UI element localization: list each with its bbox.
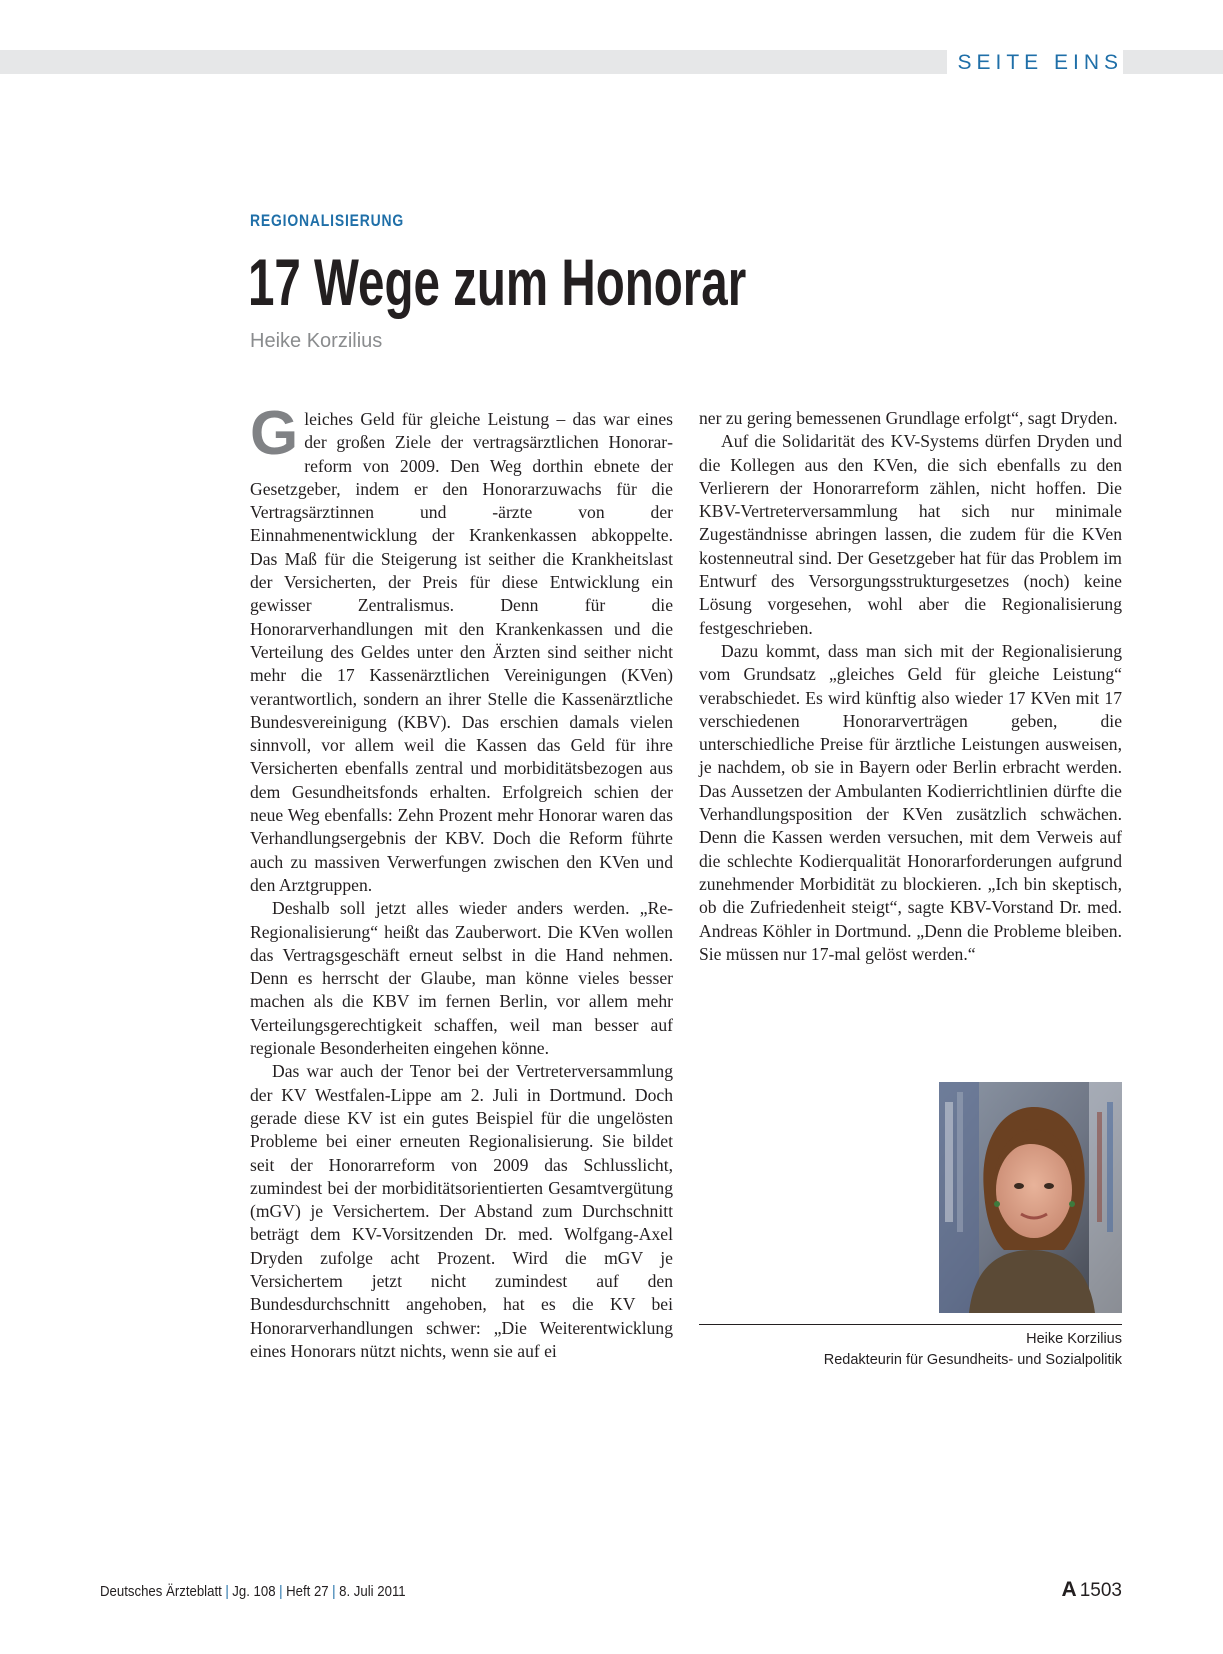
footer-citation <box>100 1583 406 1600</box>
caption-name: Heike Korzilius <box>1026 1331 1122 1347</box>
paragraph: Das war auch der Tenor bei der Vertreterversammlung der KV Westfalen-Lippe am 2. Juli in Dortmund. Doch gerade diese KV ist ein gutes Beispiel für die ungelösten Probleme bei einer erneuten Regionalisierung. Sie bildet seit der Honorarreform von 2009 das Schlusslicht, zumindest bei der morbiditätsorientierten Gesamtvergütung (mGV) je Versichertem. Der Abstand zum Durchschnitt beträgt dem KV-Vorsitzenden Dr. med. Wolfgang-Axel Dryden zufolge acht Prozent. Wird die mGV je Versichertem jetzt nicht zumindest auf den Bundesdurchschnitt angehoben, hat es die KV bei Honorarverhandlungen schwer: „Die Weiterentwicklung eines Honorars nützt nichts, wenn sie auf ei <box>250 1061 673 1361</box>
article-author: Heike Korzilius <box>250 330 383 352</box>
journal-issue: Heft 27 <box>286 1583 329 1600</box>
journal-volume: Jg. 108 <box>232 1583 276 1600</box>
paragraph: ner zu gering bemessenen Grundlage erfolgt“, sagt Dryden. <box>699 408 1118 428</box>
paragraph-text: leiches Geld für gleiche Leistung – das war eines der großen Ziele der vertragsärztlichen Honorarreform von 2009. Den Weg dorthin ebnete der Gesetzgeber, indem er den Honorarzuwachs für die Vertragsärztinnen und -ärzte von der Einnahmenentwicklung der Krankenkassen abkoppelte. Das Maß für die Steigerung ist seither die Krankheitslast der Versicherten, der Preis für diese Entwicklung ein gewisser Zentralismus. Denn für die Honorarverhandlungen mit den Krankenkassen und die Verteilung des Geldes unter den Ärzten sind seither nicht mehr die 17 Kassenärztlichen Vereinigungen (KVen) verantwortlich, sondern an ihrer Stelle die Kassenärztliche Bundesvereinigung (KBV). Das erschien damals vielen sinnvoll, vor allem weil die Kassen das Geld für ihre Versicherten ebenfalls zentral und morbiditätsbezogen aus dem Gesundheitsfonds erhalten. Erfolgreich schien der neue Weg ebenfalls: Zehn Prozent mehr Honorar waren das Verhandlungsergebnis der KBV. Doch die Reform führte auch zu massiven Verwerfungen zwischen den KVen und den Arztgruppen. <box>250 409 673 895</box>
paragraph <box>250 399 673 897</box>
author-portrait <box>939 1082 1122 1313</box>
caption-rule <box>699 1324 1122 1325</box>
page-number-value: 1503 <box>1079 1580 1122 1601</box>
paragraph: Deshalb soll jetzt alles wieder anders werden. „Re-Regionalisierung“ heißt das Zauberwort. Die KVen wollen das Vertragsgeschäft erneut selbst in die Hand nehmen. Denn es herrscht der Glaube, man könne vieles besser machen als die KBV im fernen Berlin, vor allem mehr Verteilungsgerechtigkeit schaffen, weil man besser auf regionale Besonderheiten eingehen könne. <box>250 898 673 1059</box>
page-number <box>1062 1578 1122 1602</box>
footer-separator: | <box>279 1583 283 1600</box>
body-column-left <box>250 399 673 1363</box>
page-letter: A <box>1061 1578 1077 1601</box>
article-title: 17 Wege zum Honorar <box>248 245 747 319</box>
portrait-caption <box>824 1329 1122 1371</box>
section-label: SEITE EINS <box>947 50 1123 74</box>
footer-separator: | <box>332 1583 336 1600</box>
caption-role: Redakteurin für Gesundheits- und Sozialpolitik <box>823 1352 1122 1368</box>
paragraph: Auf die Solidarität des KV-Systems dürfen Dryden und die Kollegen aus den KVen, die sich ebenfalls zu den Verlierern der Honorarreform zählen, nicht hoffen. Die KBV-Vertreterversammlung hat sich nur minimale Zugeständnisse abringen lassen, die zudem für die KVen kostenneutral sind. Der Gesetzgeber hat für das Problem im Entwurf des Versorgungsstrukturgesetzes (noch) keine Lösung vorgesehen, wohl aber die Regionalisierung festgeschrieben. <box>699 431 1122 638</box>
footer-separator: | <box>225 1583 229 1600</box>
journal-name: Deutsches Ärzteblatt <box>100 1583 222 1600</box>
journal-date: 8. Juli 2011 <box>339 1583 406 1600</box>
drop-cap: G <box>250 399 299 468</box>
paragraph: Dazu kommt, dass man sich mit der Regionalisierung vom Grundsatz „gleiches Geld für gleiche Leistung“ verabschiedet. Es wird künftig also wieder 17 KVen mit 17 verschiedenen Honorarverträgen geben, die unterschiedliche Preise für ärztliche Leistungen ausweisen, je nachdem, ob sie in Bayern oder Berlin erbracht werden. Das Aussetzen der Ambulanten Kodierrichtlinien dürfte die Verhandlungsposition der KVen zusätzlich schwächen. Denn die Kassen werden versuchen, mit dem Verweis auf die schlechte Kodierqualität Honorarforderungen aufgrund zunehmender Morbidität zu blockieren. „Ich bin skeptisch, ob die Zufriedenheit steigt“, sagte KBV-Vorstand Dr. med. Andreas Köhler in Dortmund. „Denn die Probleme bleiben. Sie müssen nur 17-mal gelöst werden.“ <box>699 640 1122 964</box>
body-column-right <box>699 407 1122 966</box>
article-kicker: REGIONALISIERUNG <box>250 211 405 230</box>
